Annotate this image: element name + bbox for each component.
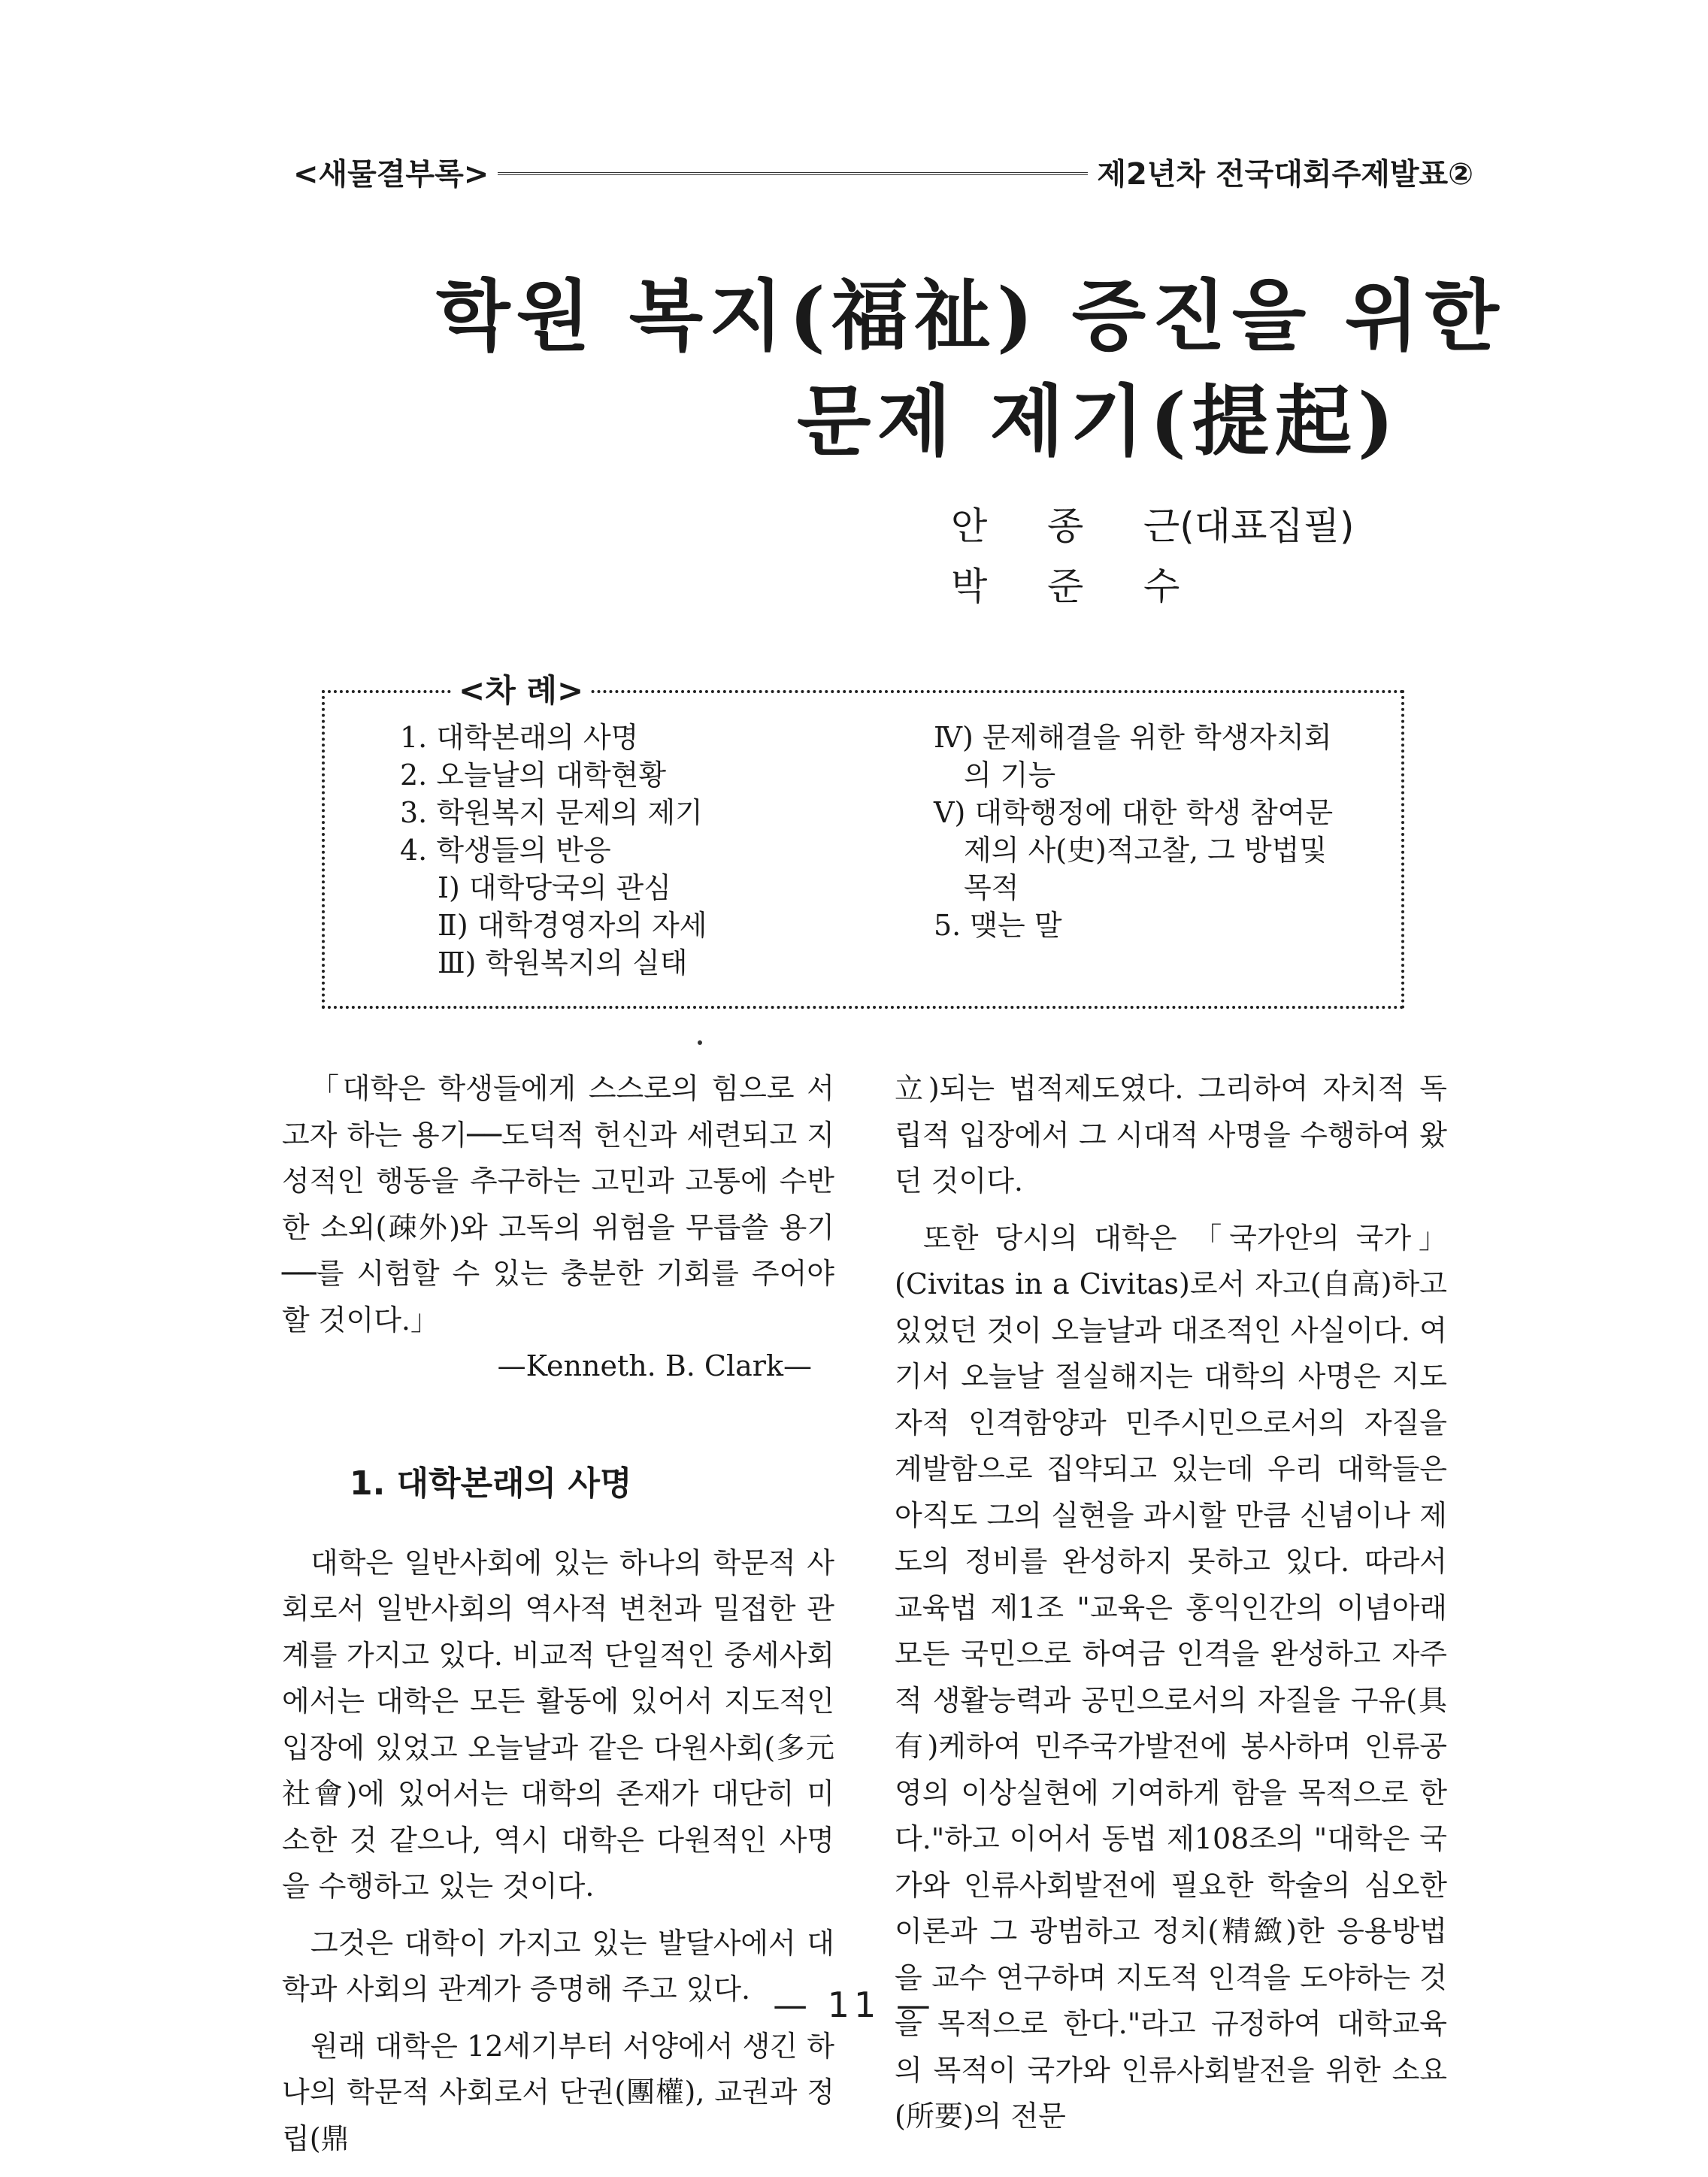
header-rule <box>498 172 1088 175</box>
decorative-dot <box>698 1040 702 1045</box>
title-line-1: 학원 복지(福祉) 증진을 위한 <box>436 271 1505 362</box>
toc-item: Ⅲ) 학원복지의 실태 <box>438 946 688 979</box>
paragraph: 원래 대학은 12세기부터 서양에서 생긴 하나의 학문적 사회로서 단권(團權), 교권과 정립(鼎 <box>282 2029 834 2155</box>
toc-left-column <box>400 719 866 982</box>
toc-item: 1. 대학본래의 사명 <box>400 721 639 754</box>
toc-heading: <차 례> <box>453 666 589 711</box>
running-header <box>293 149 1473 194</box>
section-heading: 1. 대학본래의 사명 <box>350 1464 632 1503</box>
authors <box>951 496 1355 616</box>
toc-item: Ⅳ) 문제해결을 위한 학생자치회의 기능 <box>934 721 1332 792</box>
toc-item: Ⅱ) 대학경영자의 자세 <box>438 909 707 942</box>
paragraph: 立)되는 법적제도였다. 그리하여 자치적 독립적 입장에서 그 시대적 사명을 수행하여 왔던 것이다. <box>895 1072 1447 1198</box>
toc-item: Ⅰ) 대학당국의 관심 <box>438 871 671 904</box>
author-1: 안 종 근(대표집필) <box>951 504 1355 548</box>
series-label: <새물결부록> <box>293 156 489 192</box>
issue-label: 제2년차 전국대회주제발표② <box>1097 156 1473 192</box>
title-line-2: 문제 제기(提起) <box>797 377 1401 467</box>
toc-item: 2. 오늘날의 대학현황 <box>400 758 667 792</box>
paragraph: 대학은 일반사회에 있는 하나의 학문적 사회로서 일반사회의 역사적 변천과 밀접한 관계를 가지고 있다. 비교적 단일적인 중세사회에서는 대학은 모든 활동에 있어서 지도적인 입장에 있었고 오늘날과 같은 다원사회(多元社會)에 있어서는 대학의 존재가 대단히 미소한 것 같으나, 역시 대학은 다원적인 사명을 수행하고 있는 것이다. <box>282 1546 834 1903</box>
epigraph-text: 「대학은 학생들에게 스스로의 힘으로 서고자 하는 용기──도덕적 헌신과 세련되고 지성적인 행동을 추구하는 고민과 고통에 수반한 소외(疎外)와 고독의 위험을 무릅쓸 용기──를 시험할 수 있는 충분한 기회를 주어야 할 것이다.」 <box>282 1072 834 1337</box>
toc-item: Ⅴ) 대학행정에 대한 학생 참여문제의 사(史)적고찰, 그 방법및 목적 <box>934 796 1334 904</box>
paragraph: 또한 당시의 대학은 「국가안의 국가」(Civitas in a Civitas)로서 자고(自高)하고 있었던 것이 오늘날과 대조적인 사실이다. 여기서 오늘날 절실해지는 대학의 사명은 지도자적 인격함양과 민주시민으로서의 자질을 계발함으로 집약되고 있는데 우리 대학들은 아직도 그의 실현을 과시할 만큼 신념이나 제도의 정비를 완성하지 못하고 있다. 따라서 교육법 제1조 "교육은 홍익인간의 이념아래 모든 국민으로 하여금 인격을 완성하고 자주적 생활능력과 공민으로서의 자질을 구유(具有)케하여 민주국가발전에 봉사하며 인류공영의 이상실현에 기여하게 함을 목적으로 한다."하고 이어서 동법 제108조의 "대학은 국가와 인류사회발전에 필요한 학술의 심오한 이론과 그 광범하고 정치(精緻)한 응용방법을 교수 연구하며 지도적 인격을 도야하는 것을 목적으로 한다."라고 규정하여 대학교육의 목적이 국가와 인류사회발전을 위한 소요(所要)의 전문 <box>895 1221 1447 2133</box>
page-number: — 11 — <box>773 1985 935 2025</box>
table-of-contents <box>322 672 1404 1009</box>
toc-item: 5. 맺는 말 <box>934 909 1062 942</box>
author-2: 박 준 수 <box>951 565 1180 608</box>
toc-item: 4. 학생들의 반응 <box>400 834 611 867</box>
toc-item: 3. 학원복지 문제의 제기 <box>400 796 703 829</box>
epigraph-attribution: —Kenneth. B. Clark— <box>497 1349 812 1382</box>
toc-right-column <box>934 719 1355 944</box>
paragraph: 그것은 대학이 가지고 있는 발달사에서 대학과 사회의 관계가 증명해 주고 있다. <box>282 1926 834 2006</box>
body-right-column <box>895 1066 1447 2140</box>
